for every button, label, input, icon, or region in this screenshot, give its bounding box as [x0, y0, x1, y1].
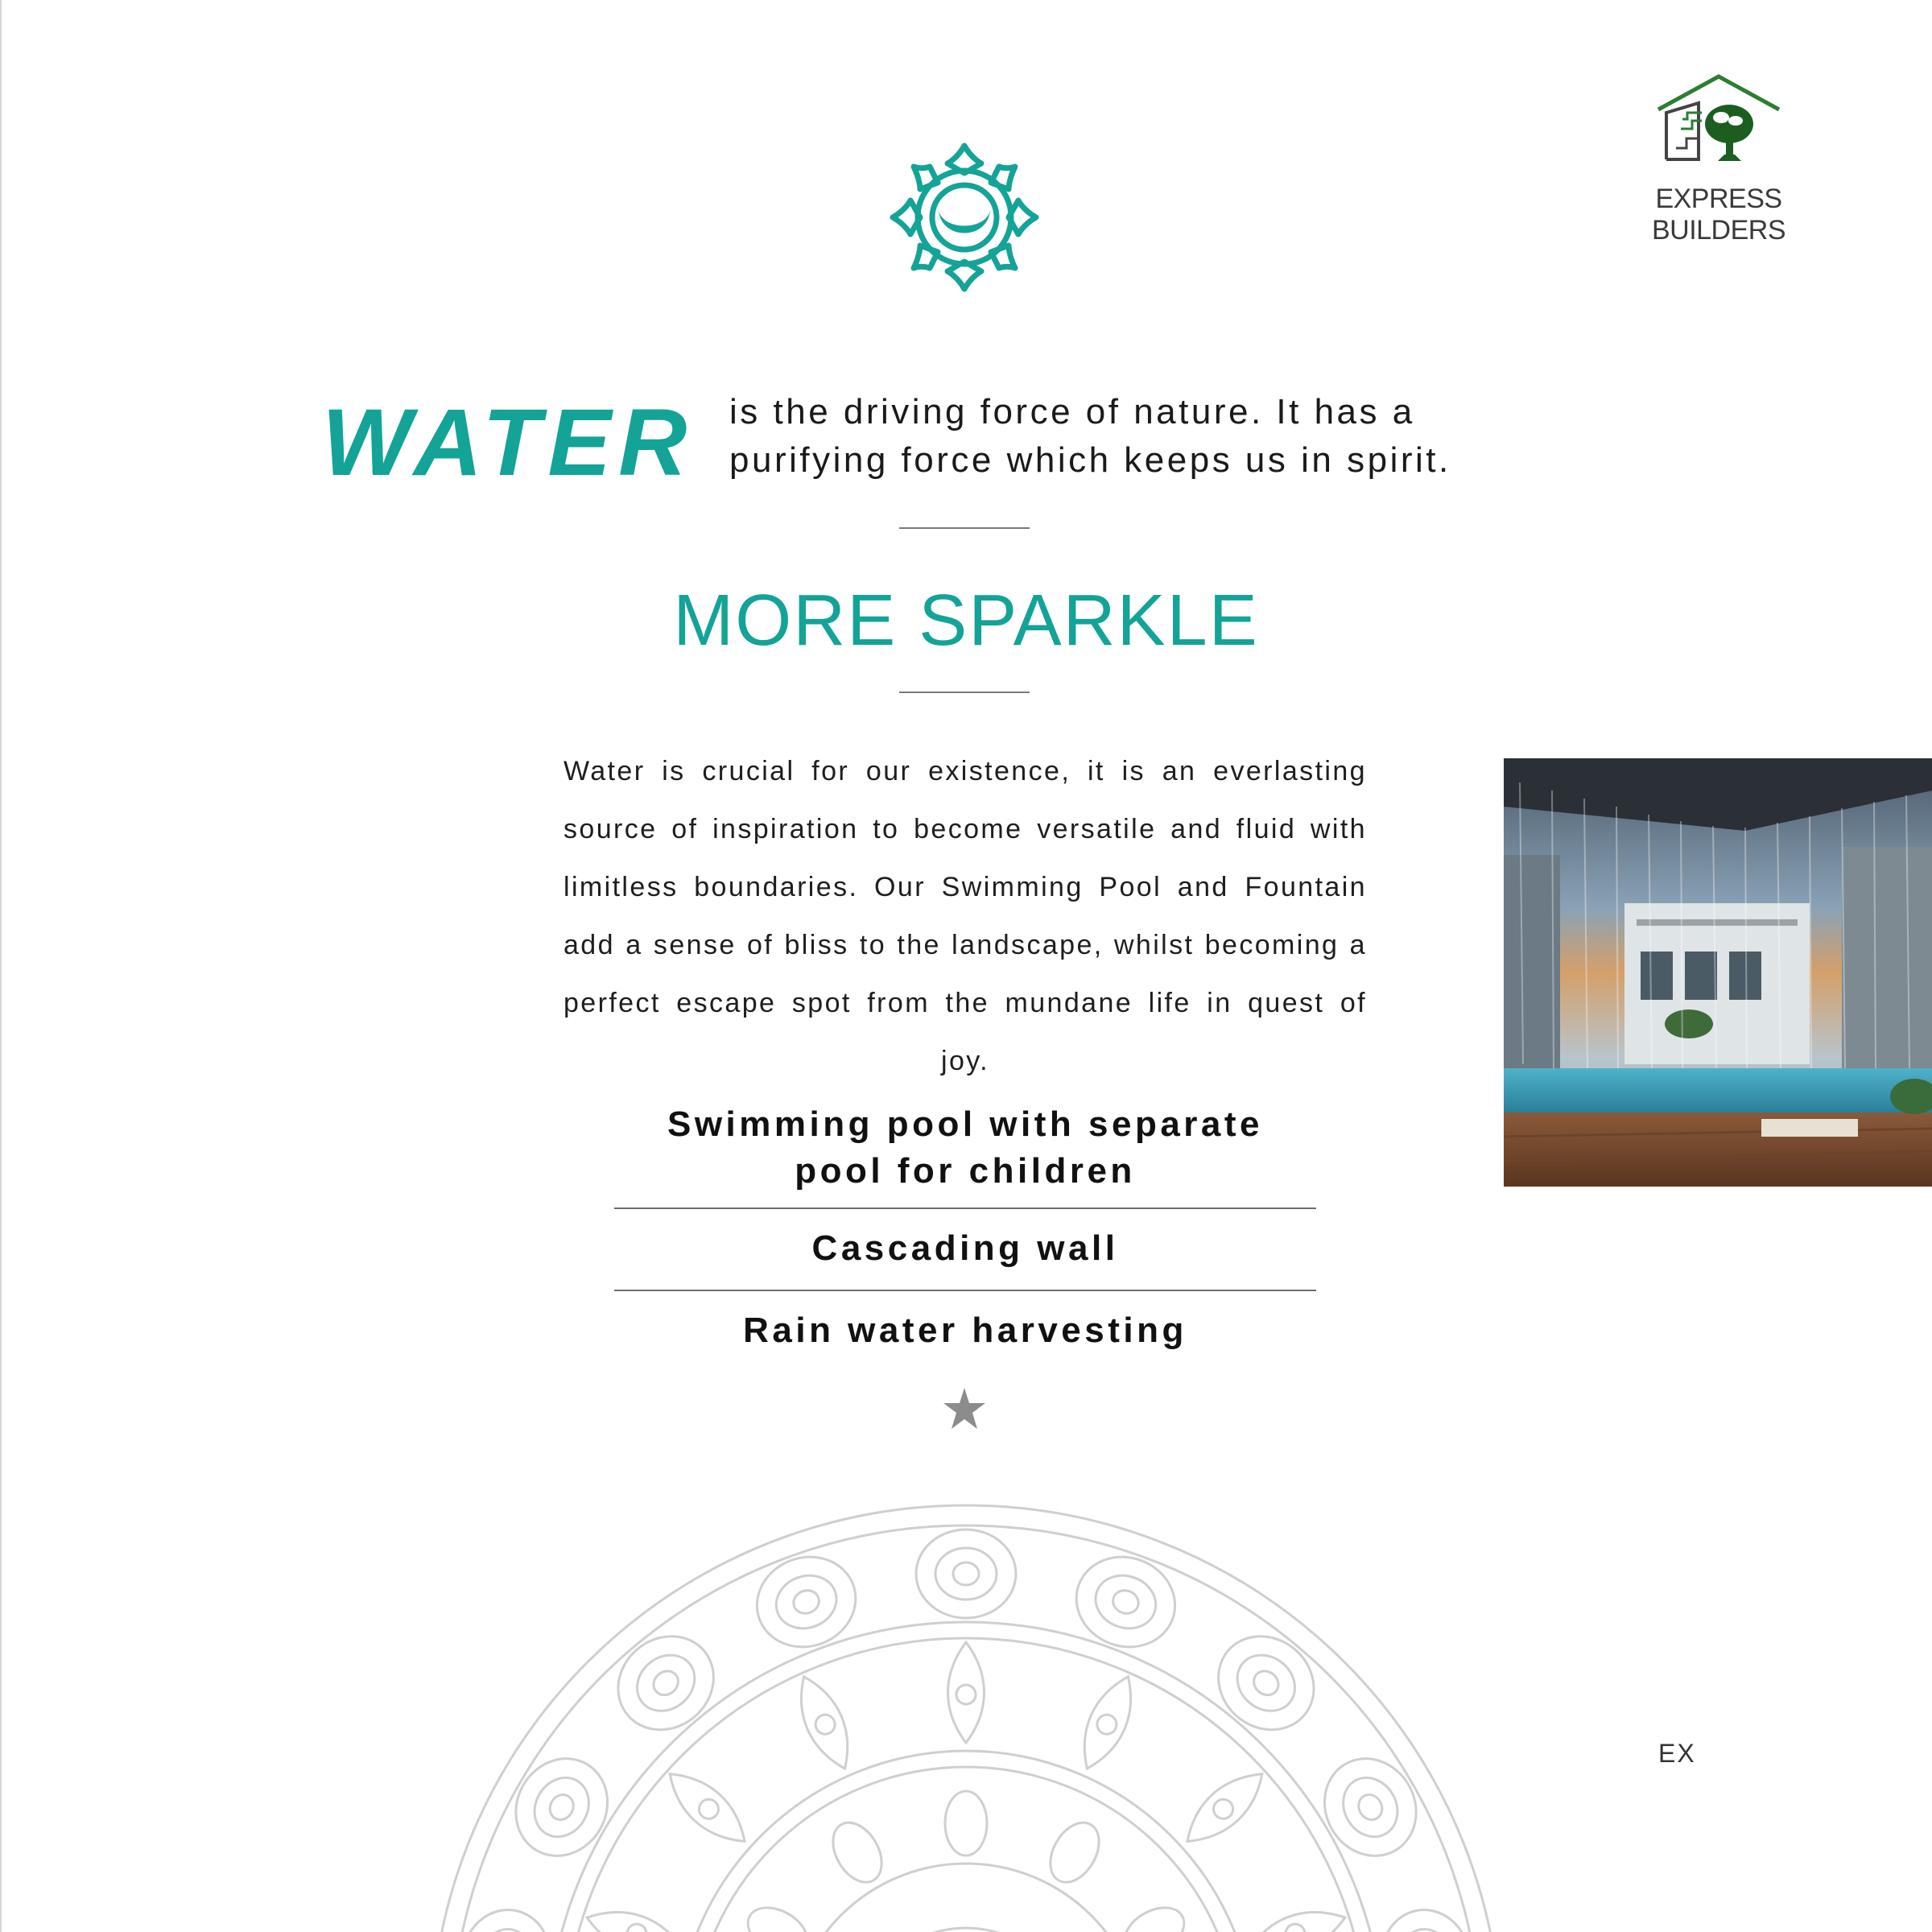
pool-cascade-photo — [1504, 758, 1932, 1187]
star-icon — [941, 1386, 988, 1433]
divider-top — [899, 527, 1030, 529]
express-builders-logo — [1602, 71, 1835, 246]
feature-label: Cascading wall — [811, 1228, 1119, 1268]
feature-label: Swimming pool with separate — [667, 1104, 1264, 1144]
water-chakra-icon — [888, 141, 1041, 294]
page-code: EX — [1658, 1739, 1696, 1768]
section-body: Water is crucial for our existence, it is an everlasting source of inspiration to become versatile and fluid with limitless boundaries. Our Swimming Pool and Fountain add a sense of bliss to the landscape, whilst becoming a perfect escape spot from the mundane life in quest of joy. — [564, 756, 1367, 1076]
mandala-ornament — [427, 1501, 1505, 1932]
section-title: MORE SPARKLE — [673, 580, 1259, 661]
feature-item — [614, 1101, 1316, 1208]
tagline-line: is the driving force of nature. It has a — [729, 392, 1415, 431]
pool-photo-illustration — [1504, 758, 1932, 1187]
logo-mark-icon — [1602, 71, 1835, 184]
feature-item — [614, 1209, 1316, 1290]
headline-keyword: WATER — [322, 390, 695, 496]
brand-name: EXPRESS BUILDERS — [1651, 184, 1786, 246]
feature-item — [614, 1291, 1316, 1354]
feature-label: pool for children — [795, 1151, 1136, 1191]
feature-list — [614, 1101, 1316, 1354]
tagline-line: purifying force which keeps us in spirit. — [729, 440, 1451, 480]
headline-tagline — [729, 388, 1550, 485]
divider-bottom — [899, 691, 1030, 693]
page-edge — [0, 0, 2, 1932]
feature-label: Rain water harvesting — [743, 1311, 1187, 1350]
